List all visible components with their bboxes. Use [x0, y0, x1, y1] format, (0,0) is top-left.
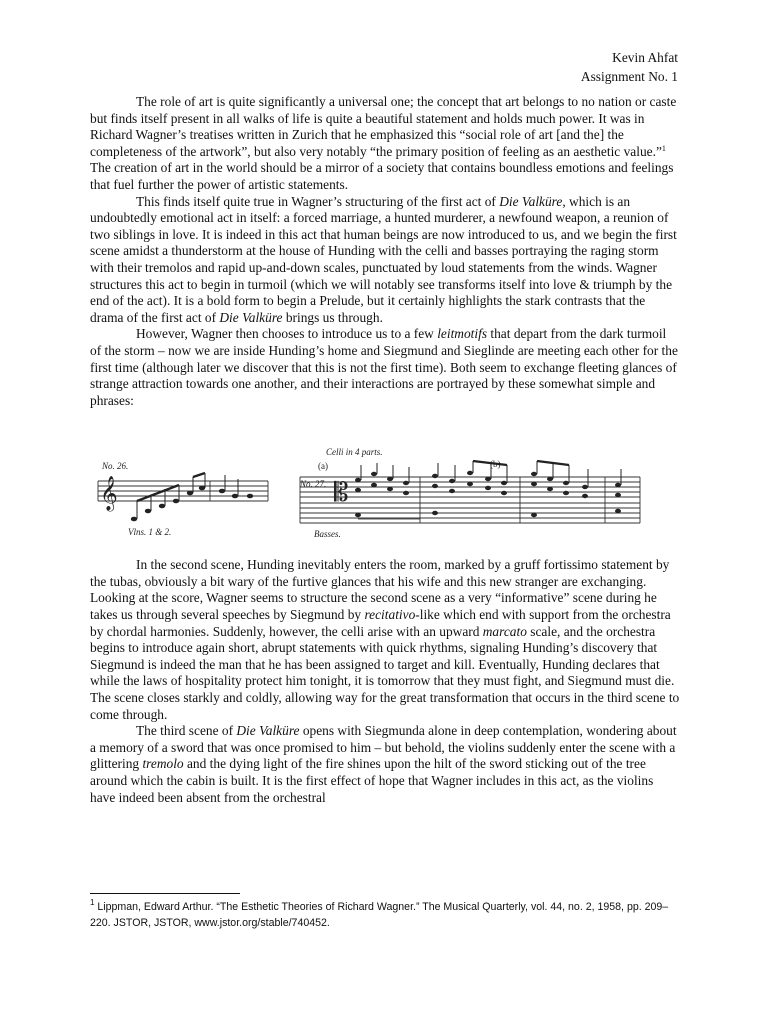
paragraph-text: This finds itself quite true in Wagner’s structuring of the first act of — [136, 193, 500, 209]
paragraph-text: , which is an undoubtedly emotional act in itself: a forced marriage, a hunted murderer, a newfound weapon, a reunion of two siblings in love. It is indeed in this act that human beings are now introduced to us, and we begin the first scene amidst a thunderstorm at the house of Hunding with the celli and basses portraying the raging storm with their tremolos and rapid up-and-down scales, punctuated by loud statements from the winds. Wagner structures this act to begin in turmoil (which we will notably see transforms itself into love & triumph by the end of the act). It is a bold form to begin a Prelude, but it certainly highlights the stark contrasts that the drama of the first act of — [90, 193, 677, 325]
paragraph-text: that depart from the dark turmoil of the storm – now we are inside Hunding’s home and Siegmund and Sieglinde are meeting each other for the first time (although later we discover that this is not the first time). Both seem to exchange fleeting glances of strange attraction towards one another, and their interactions are portrayed by these somewhat simple and phrases: — [90, 326, 678, 408]
author-name: Kevin Ahfat — [612, 50, 678, 65]
essay-body — [90, 94, 680, 806]
paragraph-text: The role of art is quite significantly a universal one; the concept that art belongs to no nation or caste but finds itself present in all walks of life is quite a beautiful statement and holds much power. It was in Richard Wagner’s treatises written in Zurich that he emphasized this “social role of art [and the] the completeness of the artwork”, but also very notably “the primary position of feeling as an aesthetic value.” — [90, 94, 677, 159]
italic-term: marcato — [482, 623, 527, 639]
page-header — [581, 48, 678, 86]
paragraph-1 — [90, 94, 680, 194]
footnote-separator — [90, 893, 240, 894]
paragraph-3 — [90, 326, 680, 409]
footnote-reference[interactable]: 1 — [661, 143, 666, 153]
staff-lines-1 — [98, 481, 268, 501]
instrument-label: Vlns. 1 & 2. — [128, 527, 172, 538]
example-number: No. 26. — [102, 461, 129, 472]
example-number: No. 27. — [300, 479, 327, 490]
footnote-number: 1 — [90, 898, 95, 907]
music-example-1 — [98, 461, 268, 537]
tenor-clef-icon: 𝄡 — [334, 478, 349, 508]
assignment-label: Assignment No. 1 — [580, 69, 678, 84]
italic-title: Die Valküre — [236, 723, 300, 739]
stems-2 — [358, 461, 621, 519]
paragraph-5 — [90, 723, 680, 806]
italic-title: Die Valküre — [499, 193, 563, 209]
instrumentation-heading: Celli in 4 parts. — [326, 447, 383, 458]
footnote — [90, 899, 685, 931]
paragraph-text: In the second scene, Hunding inevitably enters the room, marked by a gruff fortissimo statement by the tubas, obviously a bit wary of the furtive glances that his wife and this new stranger are exchanging. Looking at the score, Wagner seems to structure the second scene as a very “informative” scene during he takes us through several speeches by Siegmund by — [90, 557, 670, 623]
italic-term: recitativo — [364, 607, 416, 623]
rehearsal-mark-a: (a) — [318, 461, 328, 472]
notes-2 — [355, 471, 621, 517]
paragraph-text: and the dying light of the fire shines upon the hilt of the sword sticking out of the tree around which the cabin is built. It is the first effect of hope that Wagner includes in this act, as the violins have indeed been absent from the orchestral — [90, 756, 654, 805]
paragraph-text: brings us through. — [282, 309, 383, 325]
paragraph-2 — [90, 194, 680, 327]
footnote-text: Lippman, Edward Arthur. “The Esthetic Theories of Richard Wagner.” The Musical Quarterly, vol. 44, no. 2, 1958, pp. 209–220. JSTOR, JSTOR, www.jstor.org/stable/740452. — [90, 901, 669, 929]
paragraph-text: opens with Siegmunda alone in deep contemplation, wondering about a memory of a sword that was once promised to him – but behold, the violins suddenly enter the scene with a glittering — [90, 723, 677, 772]
music-example-2 — [299, 447, 640, 539]
paragraph-text: The third scene of — [136, 723, 237, 739]
paragraph-text: scale, and the orchestra begins to introduce again short, abrupt statements with quick rhythms, signaling Hunding’s discovery that Siegmund is indeed the man that he has been assigned to target and kill. Eventually, Hunding declares that while the laws of hospitality protect him tonight, it is tomorrow that they must fight, and Siegmund must die. The scene closes starkly and coldly, allowing way for the great transformation that occurs in the third scene to come through. — [90, 623, 680, 722]
music-score-excerpt — [90, 443, 680, 539]
paragraph-4 — [90, 557, 680, 723]
italic-term: leitmotifs — [437, 326, 488, 342]
bass-label: Basses. — [314, 529, 341, 540]
paragraph-text: However, Wagner then chooses to introduce us to a few — [136, 326, 438, 342]
treble-clef-icon: 𝄞 — [100, 477, 118, 511]
paragraph-text: -like which end with support from the orchestra by chordal harmonies. Suddenly, however, the celli arise with an upward — [90, 607, 671, 639]
italic-term: tremolo — [142, 756, 184, 772]
italic-title: Die Valküre — [219, 309, 283, 325]
paragraph-text: The creation of art in the world should be a mirror of a society that contains boundless emotions and feelings that fuel further the power of artistic statements. — [90, 160, 674, 192]
